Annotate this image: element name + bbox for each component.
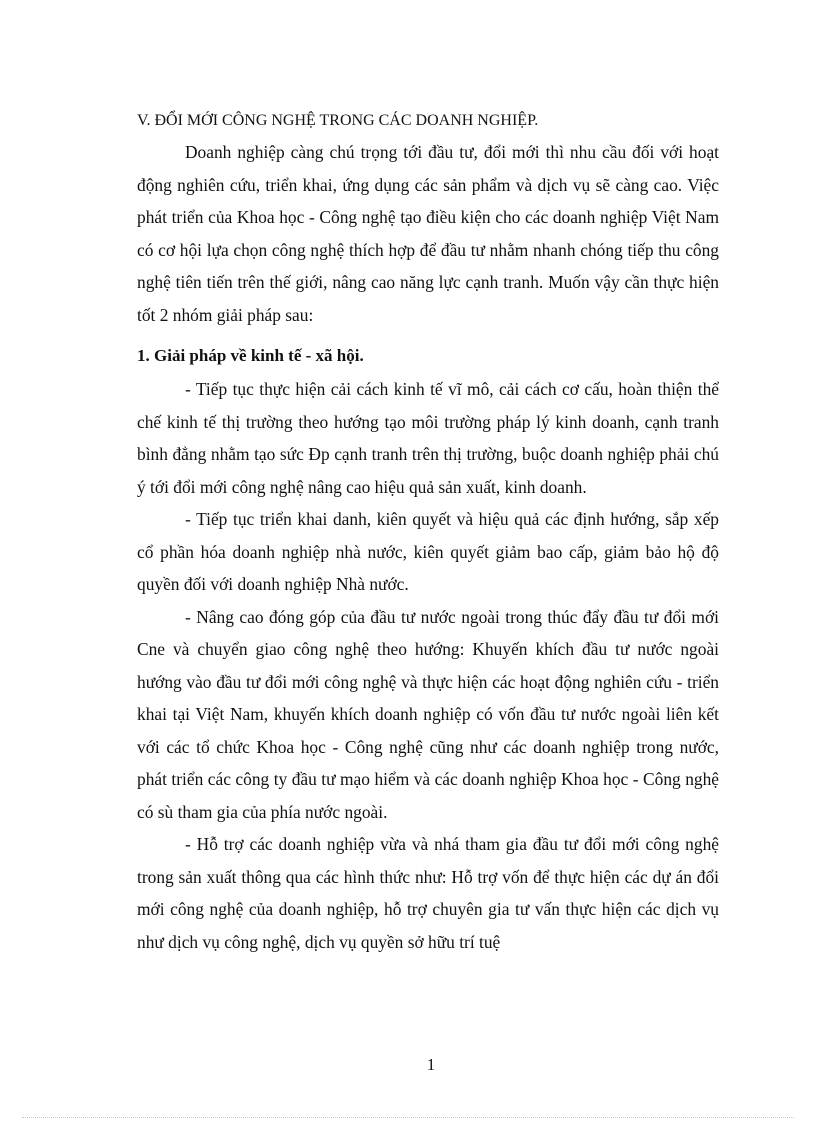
- section-title: V. ĐỔI MỚI CÔNG NGHỆ TRONG CÁC DOANH NGHIỆP.: [137, 112, 539, 129]
- page-bottom-divider: [22, 1117, 794, 1118]
- page-number: 1: [426, 1055, 436, 1074]
- subsection-title: 1. Giải pháp về kinh tế - xã hội.: [137, 346, 364, 365]
- page-body: [137, 106, 719, 958]
- body-paragraph: - Hỗ trợ các doanh nghiệp vừa và nhá tham gia đầu tư đổi mới công nghệ trong sản xuất thông qua các hình thức như: Hỗ trợ vốn để thực hiện các dự án đổi mới công nghệ của doanh nghiệp, hỗ trợ chuyên gia tư vấn thực hiện các dịch vụ như dịch vụ công nghệ, dịch vụ quyền sở hữu trí tuệ: [137, 834, 719, 952]
- body-paragraph: - Tiếp tục thực hiện cải cách kinh tế vĩ mô, cải cách cơ cấu, hoàn thiện thể chế kinh tế thị trường theo hướng tạo môi trường pháp lý kinh doanh, cạnh tranh bình đẳng nhằm tạo sức Ðp cạnh tranh trên thị trường, buộc doanh nghiệp phải chú ý tới đổi mới công nghệ nâng cao hiệu quả sản xuất, kinh doanh.: [137, 379, 719, 497]
- intro-paragraph: Doanh nghiệp càng chú trọng tới đầu tư, đổi mới thì nhu cầu đối với hoạt động nghiên cứu, triển khai, ứng dụng các sản phẩm và dịch vụ sẽ càng cao. Việc phát triển của Khoa học - Công nghệ tạo điều kiện cho các doanh nghiệp Việt Nam có cơ hội lựa chọn công nghệ thích hợp để đầu tư nhằm nhanh chóng tiếp thu công nghệ tiên tiến trên thế giới, nâng cao năng lực cạnh tranh. Muốn vậy cần thực hiện tốt 2 nhóm giải pháp sau:: [137, 142, 719, 325]
- body-paragraph: - Tiếp tục triển khai danh, kiên quyết và hiệu quả các định hướng, sắp xếp cổ phần hóa doanh nghiệp nhà nước, kiên quyết giảm bao cấp, giảm bảo hộ độ quyền đối với doanh nghiệp Nhà nước.: [137, 509, 719, 594]
- body-paragraph: - Nâng cao đóng góp của đầu tư nước ngoài trong thúc đẩy đầu tư đổi mới Cne và chuyển giao công nghệ theo hướng: Khuyến khích đầu tư nước ngoài hướng vào đầu tư đổi mới công nghệ và thực hiện các hoạt động nghiên cứu - triển khai tại Việt Nam, khuyến khích doanh nghiệp có vốn đầu tư nước ngoài liên kết với các tổ chức Khoa học - Công nghệ cũng như các doanh nghiệp trong nước, phát triển các công ty đầu tư mạo hiểm và các doanh nghiệp Khoa học - Công nghệ có sù tham gia của phía nước ngoài.: [137, 606, 719, 822]
